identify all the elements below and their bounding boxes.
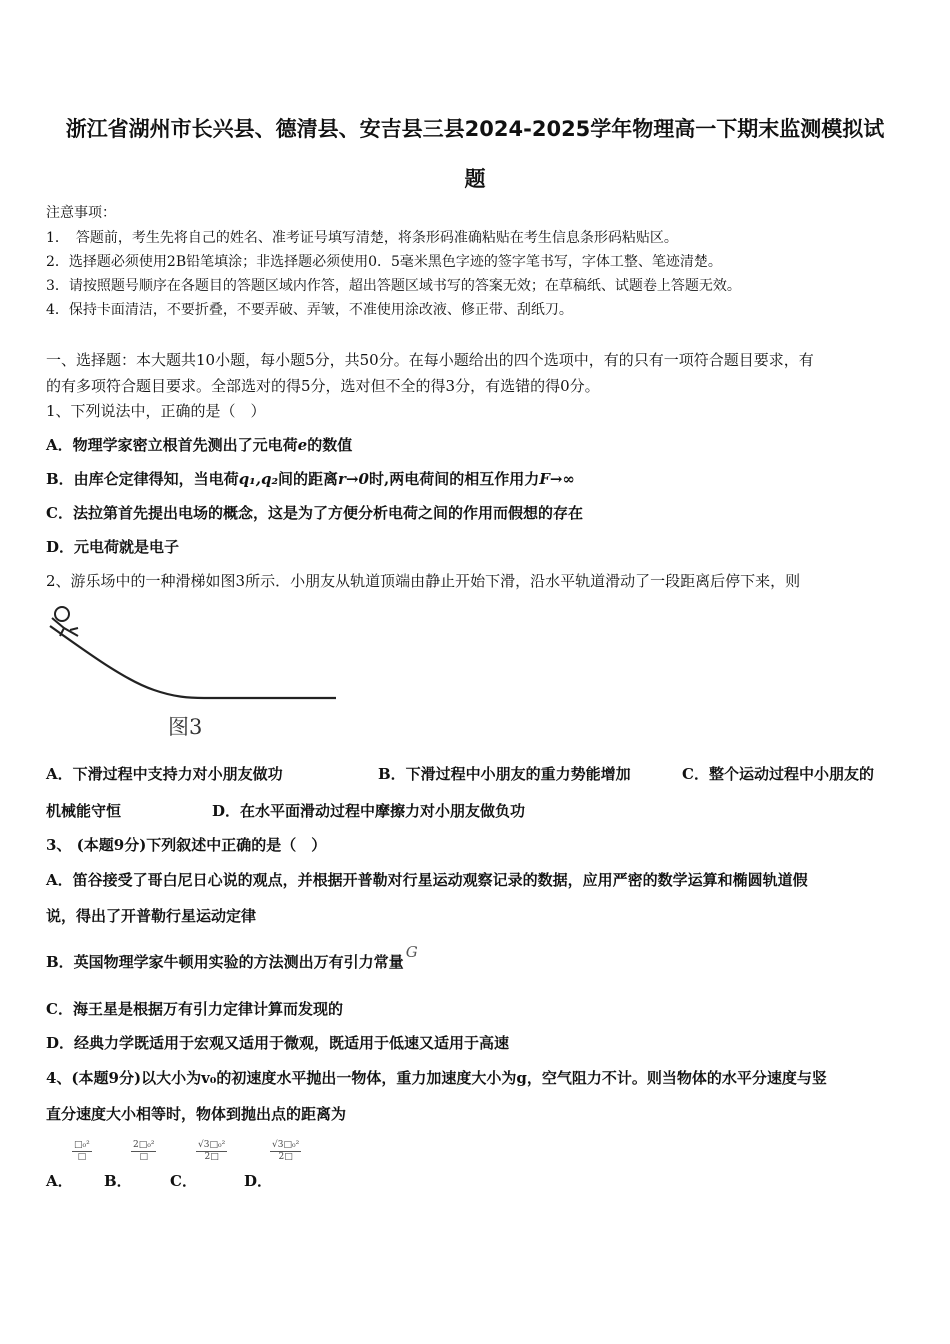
q2-stem: 2、游乐场中的一种滑梯如图3所示．小朋友从轨道顶端由静止开始下滑，沿水平轨道滑动了一段距离后停下来，则 xyxy=(46,572,801,590)
q4-stem-continued: 直分速度大小相等时，物体到抛出点的距离为 xyxy=(46,1105,347,1123)
q3-option-a: A．笛谷接受了哥白尼日心说的观点，并根据开普勒对行星运动观察记录的数据，应用严密的数学运算和椭圆轨道假 xyxy=(46,871,808,889)
section-intro-line2: 的有多项符合题目要求。全部选对的得5分，选对但不全的得3分，有选错的得0分。 xyxy=(46,377,600,395)
q2-option-c-continued: 机械能守恒 xyxy=(46,802,122,820)
q4-option-b-label: B． xyxy=(104,1172,132,1190)
figure-label: 图3 xyxy=(168,715,203,739)
q4-option-d-fraction: $\frac{\text{√3□₀²}}{2□}$ xyxy=(272,1140,300,1162)
notice-item-1: 1． 答题前，考生先将自己的姓名、准考证号填写清楚，将条形码准确粘贴在考生信息条形码粘贴区。 xyxy=(46,230,678,246)
q1-option-d: D．元电荷就是电子 xyxy=(46,538,180,556)
slide-figure xyxy=(44,600,344,750)
q2-option-c: C．整个运动过程中小朋友的 xyxy=(682,765,874,783)
q4-option-c-label: C． xyxy=(170,1172,197,1190)
notice-item-3: 3．请按照题号顺序在各题目的答题区域内作答，超出答题区域书写的答案无效；在草稿纸、试题卷上答题无效。 xyxy=(46,278,741,294)
notice-item-2: 2．选择题必须使用2B铅笔填涂；非选择题必须使用0．5毫米黑色字迹的签字笔书写，字体工整、笔迹清楚。 xyxy=(46,254,722,270)
q1-option-b: B．由库仑定律得知，当电荷q₁,q₂间的距离r→0时,两电荷间的相互作用力F→∞ xyxy=(46,470,575,488)
q2-option-b: B．下滑过程中小朋友的重力势能增加 xyxy=(378,765,631,783)
q4-option-a-fraction: □₀² □ xyxy=(74,1140,90,1162)
q3-option-a-continued: 说，得出了开普勒行星运动定律 xyxy=(46,907,257,925)
child-head-icon xyxy=(55,607,69,621)
q3-option-b: B．英国物理学家牛顿用实验的方法测出万有引力常量G xyxy=(46,943,418,971)
q4-option-c-fraction: $\frac{\text{√3□₀²}}{2□}$ xyxy=(198,1140,226,1162)
notice-heading: 注意事项： xyxy=(46,205,116,221)
q4-option-a-label: A． xyxy=(46,1172,73,1190)
q1-stem: 1、下列说法中，正确的是（ ） xyxy=(46,402,266,420)
gravitational-constant-symbol: G xyxy=(405,943,418,961)
q1-option-c: C．法拉第首先提出电场的概念，这是为了方便分析电荷之间的作用而假想的存在 xyxy=(46,504,583,522)
q2-option-d: D．在水平面滑动过程中摩擦力对小朋友做负功 xyxy=(212,802,526,820)
q3-option-c: C．海王星是根据万有引力定律计算而发现的 xyxy=(46,1000,343,1018)
notice-item-4: 4．保持卡面清洁，不要折叠，不要弄破、弄皱，不准使用涂改液、修正带、刮纸刀。 xyxy=(46,302,573,318)
page-title-continued: 题 xyxy=(464,167,486,191)
q4-option-b-fraction: 2□₀² □ xyxy=(133,1140,155,1162)
slide-track xyxy=(50,626,336,698)
q4-option-d-label: D． xyxy=(244,1172,273,1190)
q3-option-d: D．经典力学既适用于宏观又适用于微观，既适用于低速又适用于高速 xyxy=(46,1034,510,1052)
section-intro-line1: 一、选择题：本大题共10小题，每小题5分，共50分。在每小题给出的四个选项中，有的只有一项符合题目要求，有 xyxy=(46,351,814,369)
q4-stem: 4、(本题9分)以大小为v₀的初速度水平抛出一物体，重力加速度大小为g，空气阻力不计。则当物体的水平分速度与竖 xyxy=(46,1069,827,1087)
q1-option-a: A．物理学家密立根首先测出了元电荷e的数值 xyxy=(46,436,353,454)
q2-option-a: A．下滑过程中支持力对小朋友做功 xyxy=(46,765,283,783)
page-title: 浙江省湖州市长兴县、德清县、安吉县三县2024-2025学年物理高一下期末监测模拟试 xyxy=(65,117,885,141)
q3-stem: 3、 (本题9分)下列叙述中正确的是（ ） xyxy=(46,836,327,854)
